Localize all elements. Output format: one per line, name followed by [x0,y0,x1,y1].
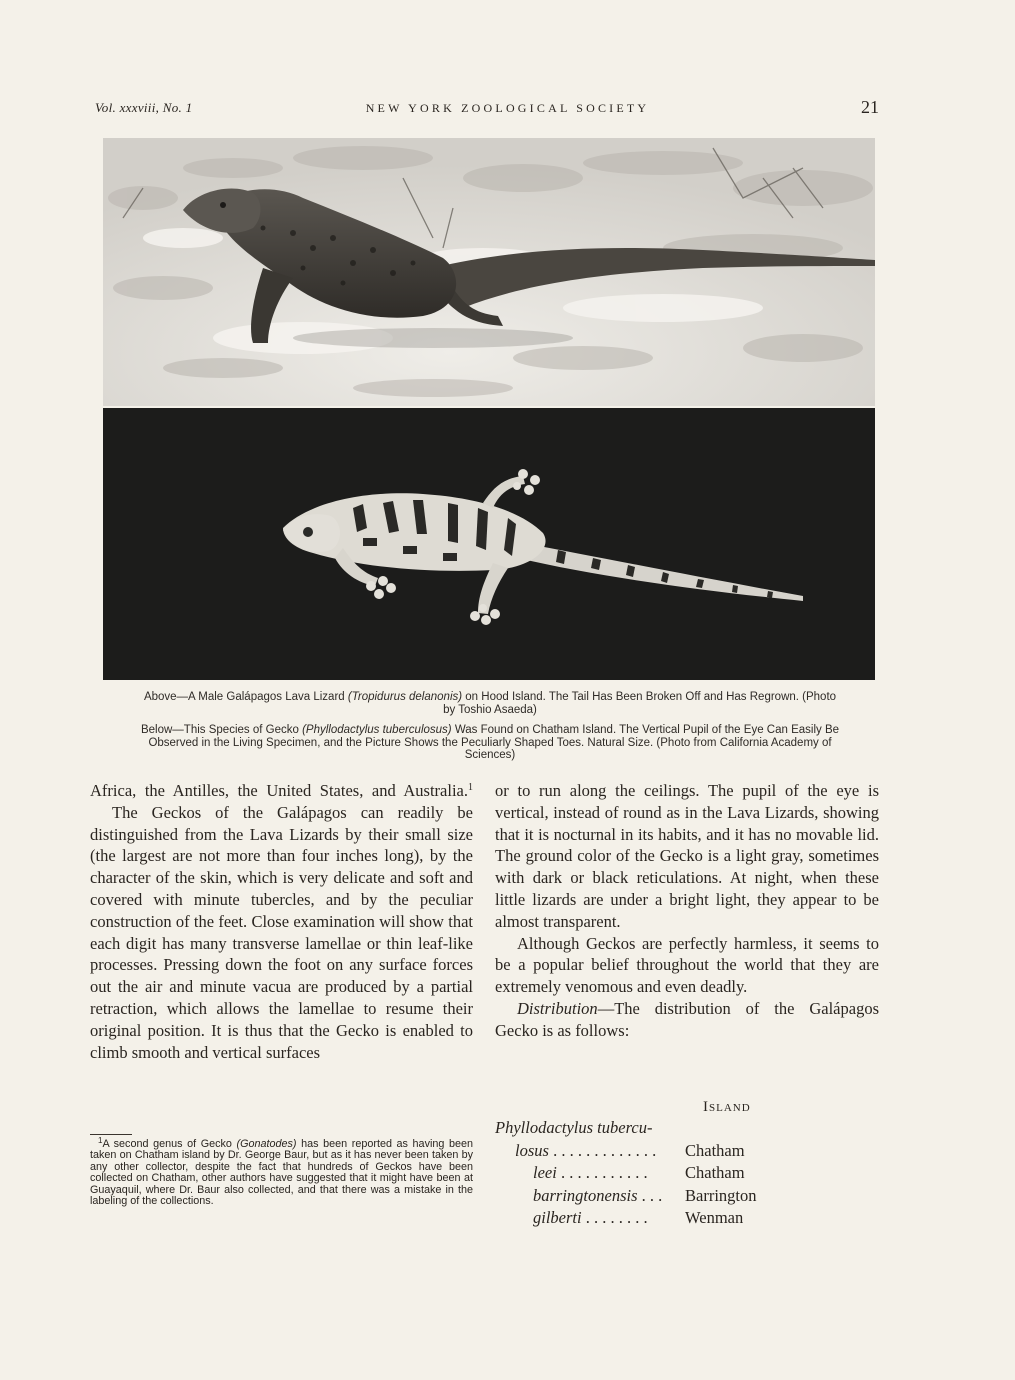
species-name: gilberti [533,1208,582,1228]
journal-title: NEW YORK ZOOLOGICAL SOCIETY [365,101,650,115]
table-row [495,1185,785,1208]
caption-above-species: (Tropidurus delanonis) [347,691,463,703]
right-column [495,780,879,1042]
dot-leader: . . . . . . . . [581,1208,648,1228]
gecko-photo [103,408,875,680]
table-row [495,1140,785,1163]
caption-below-rest: Was Found on Chatham Island. The Vertical Pupil of the Eye Can Easily Be Observed in the Living Specimen, and the Picture Shows the Peculiarly Shaped Toes. Natural Size. (Photo from California Academy of Sciences) [148,724,840,761]
genus-line [495,1117,785,1140]
caption-above-rest: on Hood Island. The Tail Has Been Broken Off and Has Regrown. (Photo by Toshio Asaeda) [443,691,837,716]
dot-leader: . . . [637,1185,663,1205]
dot-leader: . . . . . . . . . . . . . [548,1140,657,1160]
caption-below-species: (Phyllodactylus tuberculosus) [302,724,452,736]
paragraph: Although Geckos are perfectly harmless, it seems to be a popular belief throughout the world that they are extremely venomous and even deadly. [495,933,879,997]
island-name: Chatham [685,1163,745,1183]
table-row [495,1162,785,1185]
table-row [495,1207,785,1230]
left-column [90,780,473,1063]
island-name: Wenman [685,1208,744,1228]
species-name: barringtonensis [533,1185,638,1205]
footnote-rest: has been reported as having been taken on Chatham island by Dr. George Baur, but as it has never been taken by any other collector, despite the fact that hundreds of Geckos have been collected on Chatham, other authors have suggested that it might have been at Guayaquil, where Dr. Baur also collected, and that there was a mistake in the labeling of the collections. [90,1138,473,1208]
genus-name: Phyllodactylus tubercu- [495,1118,653,1137]
paragraph: The Geckos of the Galápagos can readily be distinguished from the Lava Lizards by their small size (the largest are not more than four inches long), by the character of the skin, which is very delicate and soft and covered with minute tubercles, and by the peculiar construction of the feet. Close examination will show that each digit has many transverse lamellae or thin leaf-like processes. Pressing down the foot on any surface forces out the air and minute vacua are produced by a partial retraction, which allows the lamellae to resume their original position. It is thus that the Gecko is enabled to climb smooth and vertical surfaces [90,802,473,1062]
paragraph [90,780,473,802]
species-name: losus [515,1140,549,1160]
species-name: leei [533,1163,557,1183]
footnote-lead: A second genus of Gecko [102,1138,237,1150]
photo-caption-above [140,691,840,716]
caption-above-lead: Above—A Male Galápagos Lava Lizard [143,691,348,703]
footnote-number: 1 [98,1136,103,1145]
paragraph: or to run along the ceilings. The pupil of the eye is vertical, instead of round as in the Lava Lizards, showing that it is nocturnal in its habits, and it has no movable lid. The ground color of the Gecko is a light gray, sometimes with dark or black reticulations. At night, when these little lizards are under a bright light, they appear to be almost transparent. [495,781,879,931]
footnote-rule [90,1134,132,1135]
volume-number: Vol. xxxviii, No. 1 [95,100,193,115]
footnote-genus: (Gonatodes) [236,1138,297,1150]
island-column-heading: Island [703,1099,751,1115]
dot-leader: . . . . . . . . . . . [556,1163,648,1183]
distribution-paragraph [495,998,879,1042]
caption-below-lead: Below—This Species of Gecko [140,724,303,736]
lava-lizard-photo [103,138,875,406]
page-number: 21 [861,97,879,117]
distribution-heading: Distribution [517,998,598,1018]
island-name: Barrington [685,1185,757,1205]
distribution-table [495,1117,785,1230]
island-name: Chatham [685,1140,745,1160]
photo-caption-below [140,724,840,762]
footnote-marker: 1 [468,782,473,793]
footnote [90,1136,473,1208]
paragraph-text: —The distribution of the Galápagos Gecko is as follows: [495,998,879,1040]
running-header [0,97,1015,122]
paragraph-text: Africa, the Antilles, the United States, and Australia. [90,781,468,800]
